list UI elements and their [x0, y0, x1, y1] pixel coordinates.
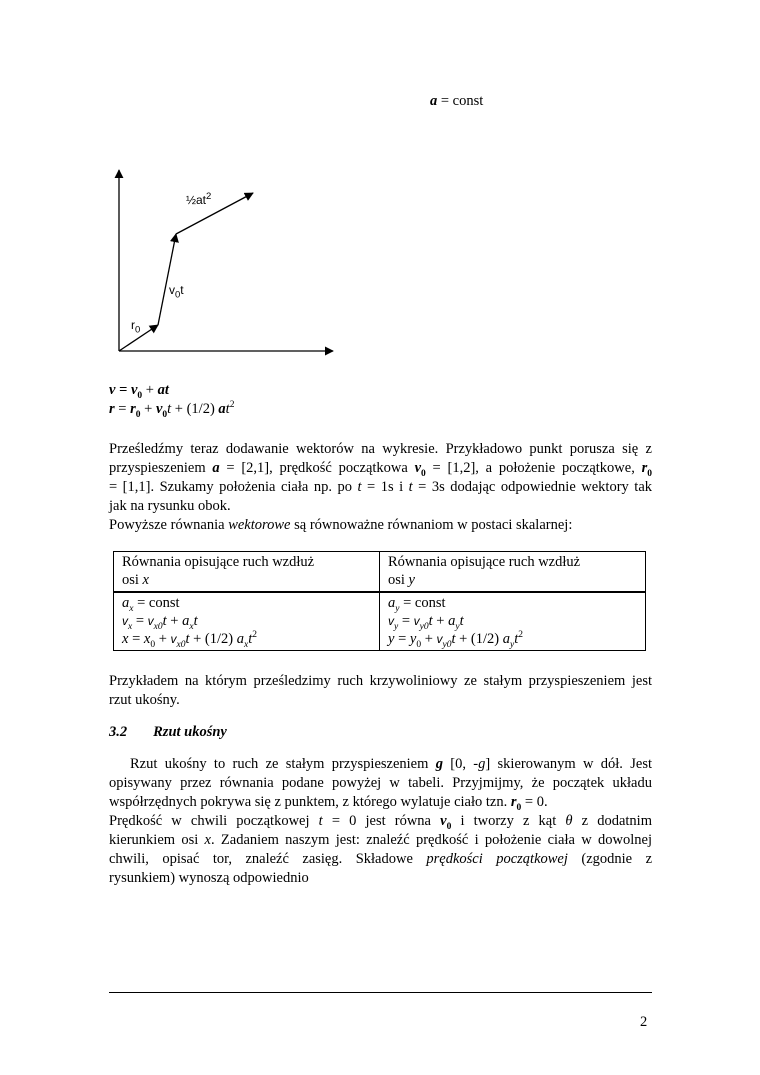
paragraph3-line2: opisywany przez równania podane powyżej w tabeli. Przyjmijmy, że początek układu: [109, 775, 652, 791]
label-v0t: $v_0t$: [169, 283, 184, 301]
paragraph2-line1: Przykładem na którym prześledzimy ruch krzywoliniowy ze stałym przyspieszeniem jest: [109, 673, 652, 689]
paragraph3-line3: współrzędnych pokrywa się z punktem, z którego wylatuje ciało tzn. $r_0 = 0$.: [109, 794, 548, 813]
acceleration-const-label: a = const: [430, 93, 484, 109]
table-header-y: Równania opisujące ruch wzdłuż osi y: [380, 552, 646, 593]
footer-rule: [109, 992, 652, 993]
paragraph2-line2: rzut ukośny.: [109, 692, 180, 708]
label-half-at2: $\frac{1}{2}at^2$: [186, 191, 212, 207]
paragraph3-line6: chwili, opisać tor, znaleźć zasięg. Składowe prędkości początkowej (zgodnie z: [109, 851, 653, 867]
vector-v0t: [158, 234, 176, 325]
equation-velocity: $v = v_0$ + at: [109, 382, 169, 401]
paragraph3-line4: Prędkość w chwili początkowej t = 0 jest równa $v_0$ i tworzy z kąt θ z dodatnim: [109, 813, 652, 832]
paragraph1-line5: Powyższe równania wektorowe są równoważne równaniom w postaci skalarnej:: [109, 517, 573, 533]
section-number: 3.2: [109, 724, 128, 740]
page-number: 2: [640, 1014, 648, 1030]
label-r0: $r_0$: [131, 318, 141, 336]
section-heading: [109, 723, 652, 742]
paragraph1-line4: jak na rysunku obok.: [109, 498, 231, 514]
paragraph1-line1: Prześledźmy teraz dodawanie wektorów na wykresie. Przykładowo punkt porusza się z: [109, 441, 652, 457]
table-cell-y-equations: $a_y$ = const $v_y = v_{y0}t + a_yt$ $y = y_0 + v_{y0}t + (1/2)$ $a_yt^2$: [380, 592, 646, 651]
scalar-equations-table: [113, 551, 646, 651]
table-header-x: Równania opisujące ruch wzdłuż osi x: [114, 552, 380, 593]
table-cell-x-equations: $a_x$ = const $v_x = v_{x0}t + a_xt$ $x = x_0 + v_{x0}t + (1/2)$ $a_xt^2$: [114, 592, 380, 651]
table-row: [114, 592, 646, 651]
section-title: Rzut ukośny: [153, 724, 227, 740]
paragraph3-line1: Rzut ukośny to ruch ze stałym przyspieszeniem g [0, -g] skierowanym w dół. Jest: [130, 756, 652, 772]
table-header-row: [114, 552, 646, 593]
equation-position: $r = r_0 + v_0t + (1/2)$ $at^2$: [109, 400, 235, 420]
paragraph3-line7: rysunkiem) wynoszą odpowiednio: [109, 870, 309, 886]
paragraph3-line5: kierunkiem osi x. Zadaniem naszym jest: znaleźć prędkość i położenie ciała w dowolnej: [109, 832, 652, 848]
paragraph1-line3: = [1,1]. Szukamy położenia ciała np. po t = 1s i t = 3s dodając odpowiednie wektory tak: [109, 479, 653, 495]
paragraph1-line2: przyspieszeniem a = [2,1], prędkość początkowa $v_0 = [1,2]$, a położenie początkowe, $r_0$: [109, 460, 652, 479]
